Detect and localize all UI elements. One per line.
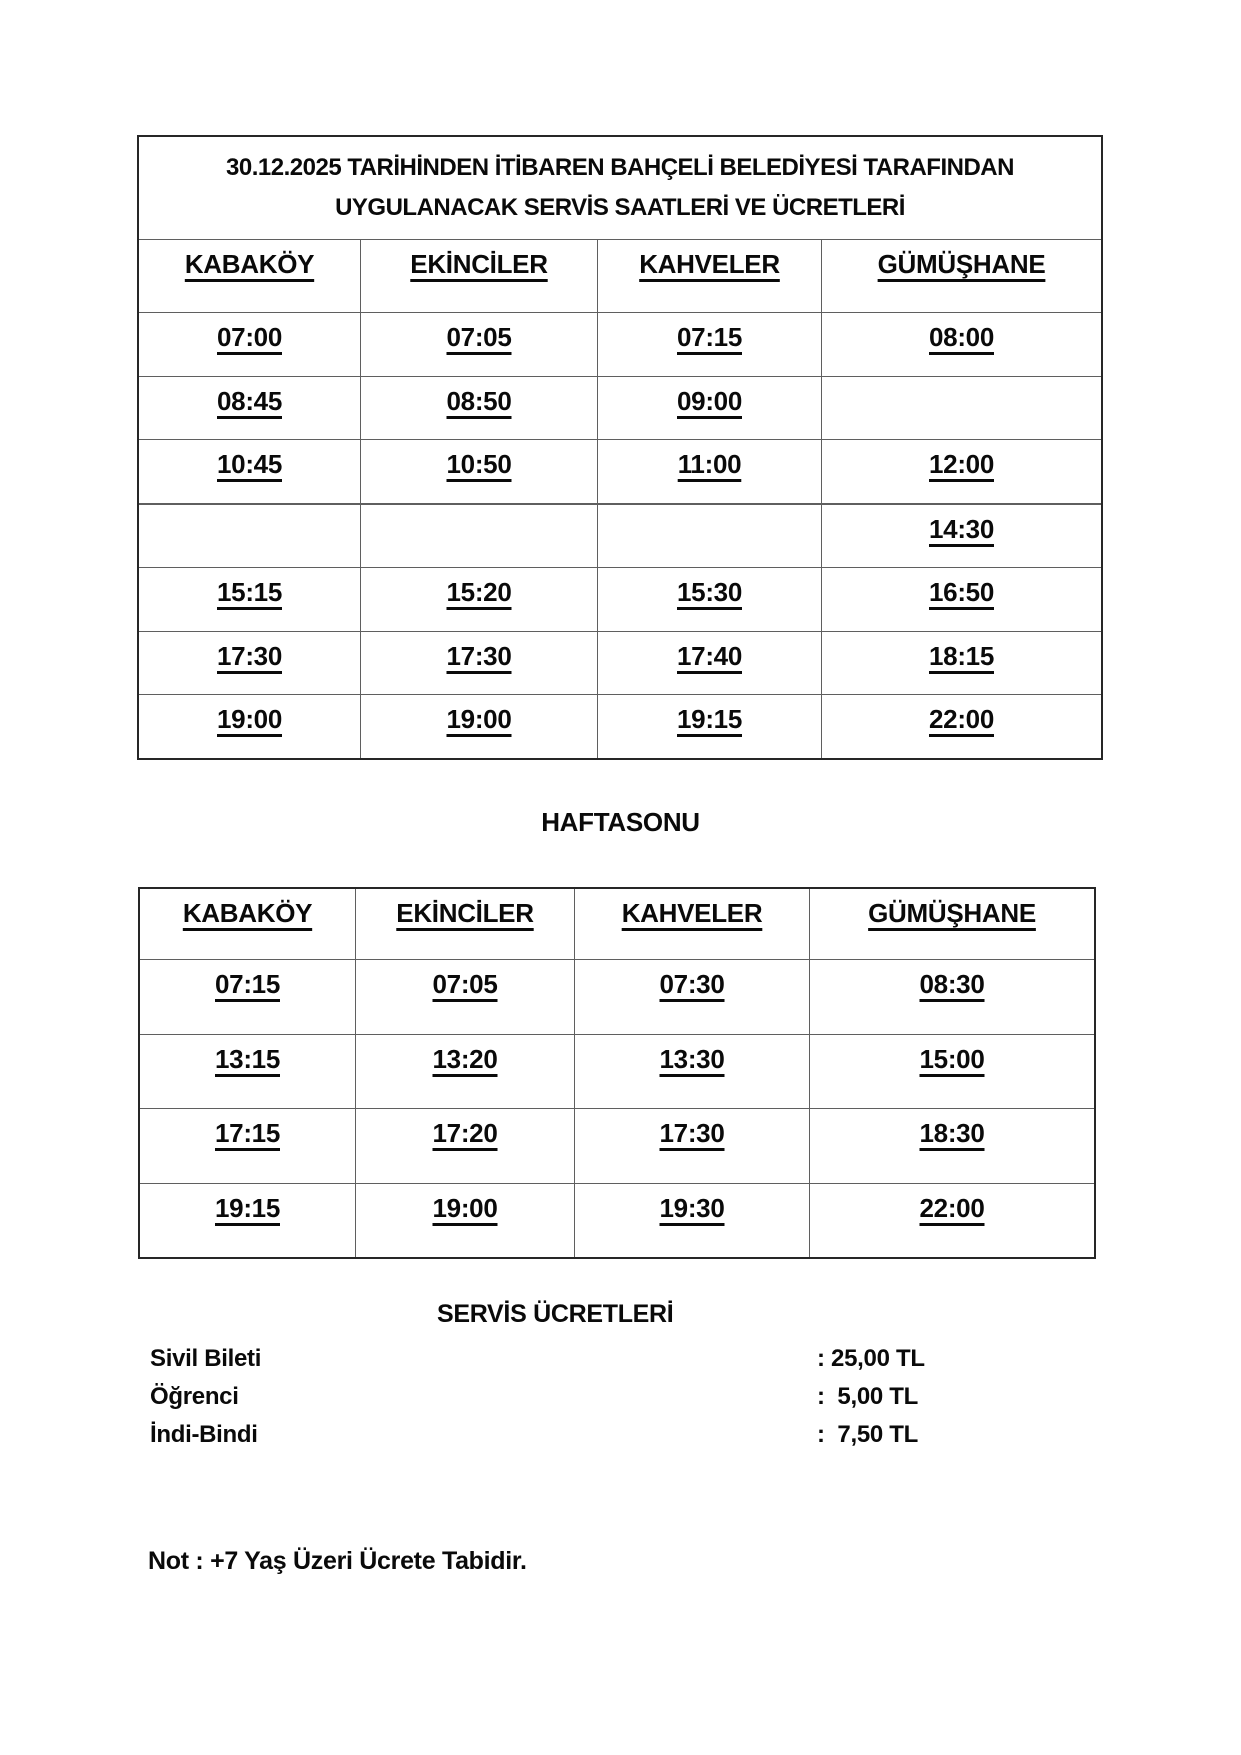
time-cell: 15:30	[598, 568, 822, 631]
time-cell: 18:15	[929, 640, 994, 671]
column-header-kahveler: KAHVELER	[575, 889, 810, 959]
weekend-heading: HAFTASONU	[541, 807, 700, 837]
time-cell: 08:45	[139, 377, 361, 440]
time-cell: 19:30	[575, 1184, 810, 1258]
table-row	[139, 503, 1101, 568]
table-row	[140, 1183, 1094, 1258]
time-cell: 17:40	[598, 632, 822, 695]
document-title-line-1: 30.12.2025 TARİHİNDEN İTİBAREN BAHÇELİ BELEDİYESİ TARAFINDAN	[226, 154, 1014, 181]
time-cell: 17:20	[356, 1109, 575, 1183]
fee-row	[150, 1340, 1100, 1378]
time-cell-empty	[139, 505, 361, 568]
column-header-gumushane: GÜMÜŞHANE	[877, 249, 1046, 279]
time-cell: 13:30	[575, 1035, 810, 1109]
time-cell: 08:30	[919, 969, 985, 999]
time-cell: 19:15	[140, 1184, 356, 1258]
time-cell: 17:30	[361, 632, 598, 695]
time-cell: 07:05	[356, 960, 575, 1034]
table-row	[139, 567, 1101, 631]
fee-label: İndi-Bindi	[150, 1421, 258, 1448]
time-cell: 19:00	[361, 695, 598, 758]
time-cell: 16:50	[929, 577, 994, 608]
time-cell: 17:30	[139, 632, 361, 695]
time-cell-empty	[361, 505, 598, 568]
time-cell: 15:20	[361, 568, 598, 631]
time-cell: 09:00	[598, 377, 822, 440]
time-cell: 07:15	[598, 313, 822, 376]
column-header-kabakoy: KABAKÖY	[139, 240, 361, 312]
table-row	[139, 376, 1101, 440]
fee-value: : 5,00 TL	[817, 1383, 919, 1410]
time-cell-empty	[822, 377, 1101, 440]
time-cell: 19:15	[598, 695, 822, 758]
table-row	[139, 694, 1101, 758]
table-row	[140, 1034, 1094, 1109]
time-cell: 10:45	[139, 440, 361, 503]
table-row	[140, 1108, 1094, 1183]
time-cell: 17:30	[575, 1109, 810, 1183]
time-cell: 22:00	[919, 1192, 985, 1223]
column-header-kahveler: KAHVELER	[598, 240, 822, 312]
footer-note: Not : +7 Yaş Üzeri Ücrete Tabidir.	[148, 1547, 527, 1575]
weekend-header-row	[140, 889, 1094, 959]
fee-label: Sivil Bileti	[150, 1345, 262, 1372]
fees-heading: SERVİS ÜCRETLERİ	[437, 1300, 674, 1328]
time-cell: 10:50	[361, 440, 598, 503]
time-cell: 08:50	[361, 377, 598, 440]
column-header-ekinciler: EKİNCİLER	[361, 240, 598, 312]
time-cell: 19:00	[356, 1184, 575, 1258]
time-cell: 22:00	[929, 704, 994, 735]
time-cell: 12:00	[929, 449, 994, 480]
time-cell: 11:00	[598, 440, 822, 503]
time-cell: 17:15	[140, 1109, 356, 1183]
time-cell: 15:15	[139, 568, 361, 631]
document-title-line-2: UYGULANACAK SERVİS SAATLERİ VE ÜCRETLERİ	[335, 194, 905, 221]
time-cell: 07:30	[575, 960, 810, 1034]
document-title	[139, 137, 1101, 239]
column-header-ekinciler: EKİNCİLER	[356, 889, 575, 959]
fee-row	[150, 1416, 1100, 1454]
weekday-header-row	[139, 239, 1101, 312]
fee-row	[150, 1378, 1100, 1416]
time-cell: 19:00	[139, 695, 361, 758]
fees-section	[150, 1340, 1100, 1454]
column-header-gumushane: GÜMÜŞHANE	[868, 898, 1036, 928]
table-row	[140, 959, 1094, 1034]
fee-label: Öğrenci	[150, 1383, 239, 1410]
time-cell: 14:30	[929, 513, 994, 544]
time-cell: 13:15	[140, 1035, 356, 1109]
table-row	[139, 439, 1101, 503]
fee-value: : 25,00 TL	[817, 1345, 925, 1372]
table-row	[139, 631, 1101, 695]
time-cell-empty	[598, 505, 822, 568]
time-cell: 07:00	[139, 313, 361, 376]
time-cell: 07:05	[361, 313, 598, 376]
time-cell: 18:30	[919, 1118, 985, 1148]
time-cell: 15:00	[919, 1043, 985, 1074]
weekday-schedule-table	[137, 135, 1103, 760]
column-header-kabakoy: KABAKÖY	[140, 889, 356, 959]
table-row	[139, 312, 1101, 376]
time-cell: 08:00	[929, 322, 994, 352]
weekend-schedule-table	[138, 887, 1096, 1259]
time-cell: 07:15	[140, 960, 356, 1034]
fee-value: : 7,50 TL	[817, 1421, 919, 1448]
time-cell: 13:20	[356, 1035, 575, 1109]
